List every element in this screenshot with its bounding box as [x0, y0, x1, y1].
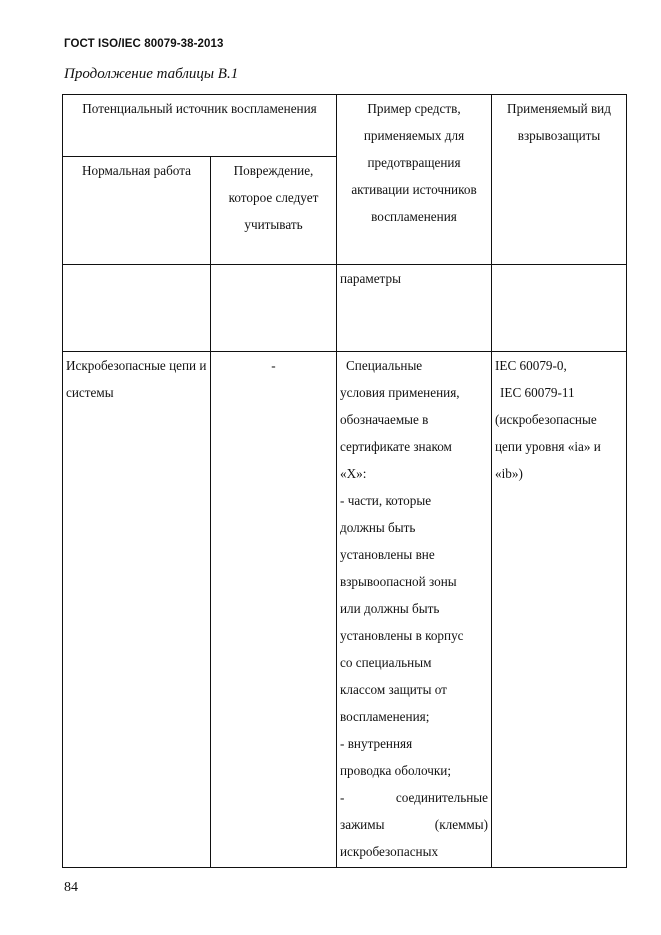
means-line: - внутренняя	[340, 736, 413, 751]
standard-code: ГОСТ ISO/IEC 80079-38-2013	[64, 38, 224, 50]
protection-line: IEC 60079-11	[500, 385, 575, 400]
table-continuation-title: Продолжение таблицы В.1	[64, 66, 239, 82]
row2-means	[337, 352, 492, 868]
means-line: Специальные	[346, 358, 423, 373]
means-line: зажимы (клеммы)	[340, 817, 488, 832]
means-line: - части, которые	[340, 493, 432, 508]
means-line: классом защиты от	[340, 682, 447, 697]
header-prevention-means: Пример средств, применяемых для предотвращения активации источников воспламенения	[337, 95, 492, 265]
means-line: должны быть	[340, 520, 416, 535]
protection-line: «ib»)	[495, 466, 523, 481]
means-line: обозначаемые в	[340, 412, 429, 427]
protection-line: цепи уровня «ia» и	[495, 439, 601, 454]
page-number: 84	[64, 880, 78, 895]
means-line: условия применения,	[340, 385, 460, 400]
means-line: сертификате знаком	[340, 439, 452, 454]
header-ignition-source: Потенциальный источник воспламенения	[63, 95, 337, 157]
protection-line: IEC 60079-0,	[495, 358, 567, 373]
means-line: - соединительные	[340, 790, 488, 805]
row1-damage	[211, 265, 337, 352]
means-line: со специальным	[340, 655, 432, 670]
row2-damage: -	[211, 352, 337, 868]
means-line: воспламенения;	[340, 709, 430, 724]
means-line: установлены в корпус	[340, 628, 464, 643]
header-protection-type: Применяемый вид взрывозащиты	[492, 95, 627, 265]
row2-protection	[492, 352, 627, 868]
row1-normal	[63, 265, 211, 352]
protection-line: (искробезопасные	[495, 412, 597, 427]
means-line: или должны быть	[340, 601, 440, 616]
header-normal-operation: Нормальная работа	[63, 157, 211, 265]
row2-normal: Искробезопасные цепи и системы	[63, 352, 211, 868]
means-line: проводка оболочки;	[340, 763, 451, 778]
row1-protection	[492, 265, 627, 352]
means-line: «Х»:	[340, 466, 367, 481]
means-line: взрывоопасной зоны	[340, 574, 457, 589]
means-line: установлены вне	[340, 547, 435, 562]
header-damage: Повреждение, которое следует учитывать	[211, 157, 337, 265]
means-line: искробезопасных	[340, 844, 439, 859]
table-b1	[62, 94, 627, 868]
row1-means: параметры	[337, 265, 492, 352]
